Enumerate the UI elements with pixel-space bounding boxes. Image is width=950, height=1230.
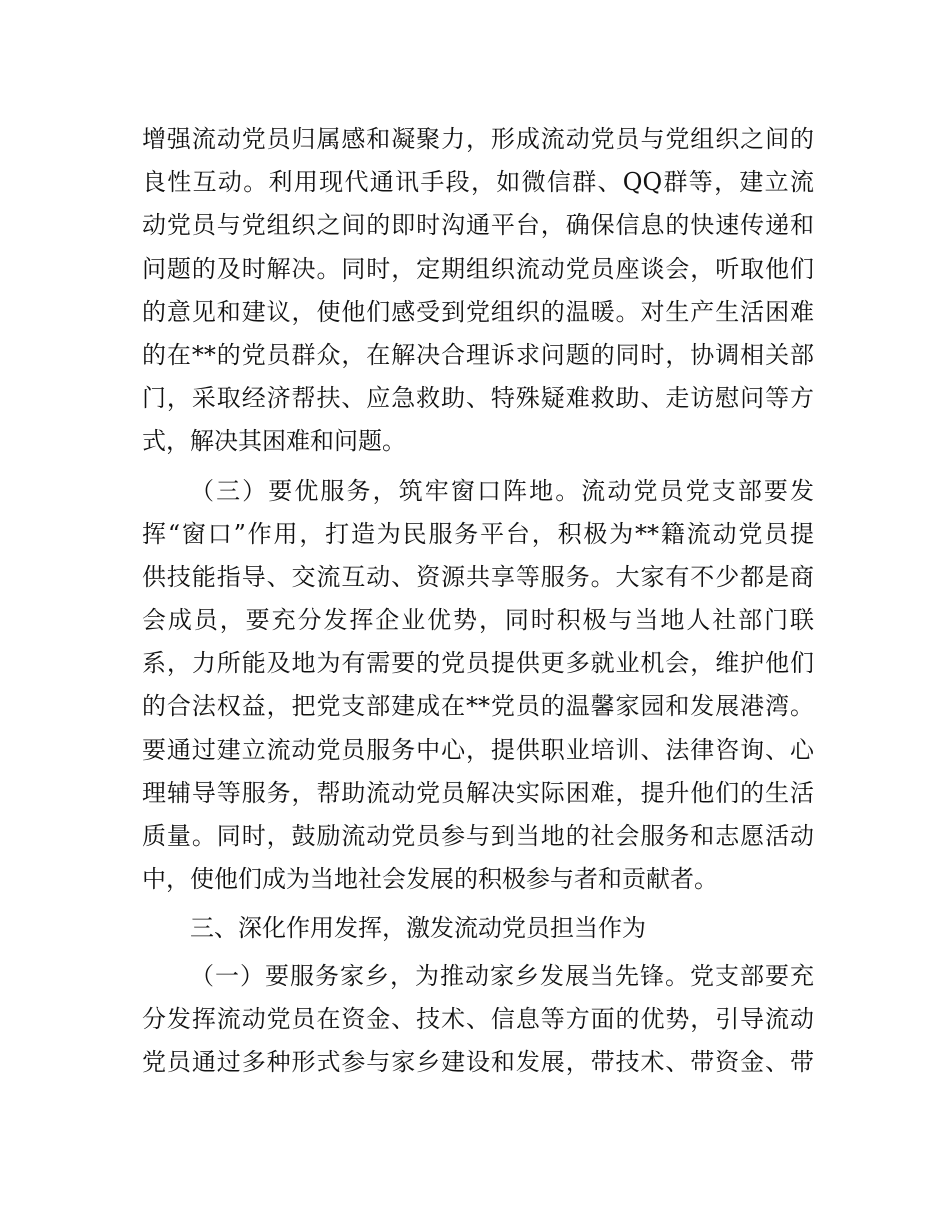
text-line: 问题的及时解决。同时，定期组织流动党员座谈会，听取他们 — [142, 254, 814, 283]
text-line: 质量。同时，鼓励流动党员参与到当地的社会服务和志愿活动 — [142, 822, 814, 850]
text-line: 会成员，要充分发挥企业优势，同时积极与当地人社部门联 — [142, 606, 814, 635]
paragraph-3 — [142, 955, 814, 1085]
paragraph-2 — [142, 470, 814, 902]
text-line: 供技能指导、交流互动、资源共享等服务。大家有不少都是商 — [142, 562, 814, 591]
text-line: 式，解决其困难和问题。 — [142, 427, 406, 456]
text-line: 的意见和建议，使他们感受到党组织的温暖。对生产生活困难 — [142, 297, 814, 326]
paragraph-1 — [142, 118, 814, 464]
section-heading: 三、深化作用发挥，激发流动党员担当作为 — [190, 914, 646, 943]
text-line: 增强流动党员归属感和凝聚力，形成流动党员与党组织之间的 — [142, 125, 814, 153]
text-line: 系，力所能及地为有需要的党员提供更多就业机会，维护他们 — [142, 649, 814, 678]
text-line: 门，采取经济帮扶、应急救助、特殊疑难救助、走访慰问等方 — [142, 384, 814, 413]
text-line: 动党员与党组织之间的即时沟通平台，确保信息的快速传递和 — [142, 211, 814, 240]
text-line: 要通过建立流动党员服务中心，提供职业培训、法律咨询、心 — [142, 735, 814, 764]
document-page — [142, 118, 814, 1084]
text-line: （三）要优服务，筑牢窗口阵地。流动党员党支部要发 — [190, 476, 814, 505]
text-line: 分发挥流动党员在资金、技术、信息等方面的优势，引导流动 — [142, 1004, 814, 1033]
text-line: 挥“窗口”作用，打造为民服务平台，积极为**籍流动党员提 — [142, 519, 814, 548]
text-line: （一）要服务家乡，为推动家乡发展当先锋。党支部要充 — [190, 961, 814, 990]
text-line: 中，使他们成为当地社会发展的积极参与者和贡献者。 — [142, 865, 718, 894]
text-line: 的合法权益，把党支部建成在**党员的温馨家园和发展港湾。 — [142, 692, 814, 721]
text-line: 的在**的党员群众，在解决合理诉求问题的同时，协调相关部 — [142, 340, 814, 369]
text-line: 党员通过多种形式参与家乡建设和发展，带技术、带资金、带 — [142, 1047, 814, 1076]
text-line: 理辅导等服务，帮助流动党员解决实际困难，提升他们的生活 — [142, 778, 814, 807]
text-line: 良性互动。利用现代通讯手段，如微信群、QQ群等，建立流 — [142, 168, 814, 197]
